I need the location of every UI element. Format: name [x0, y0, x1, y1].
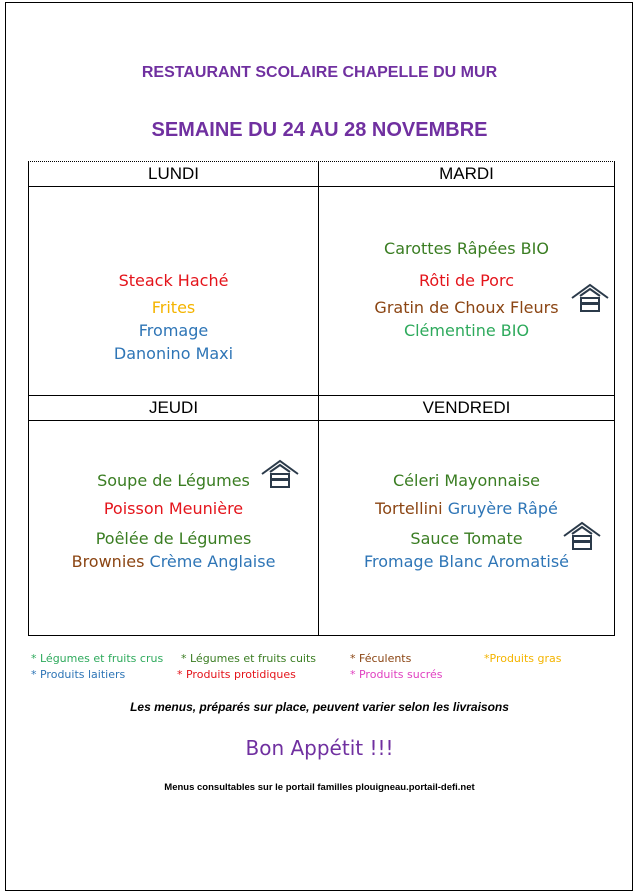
menu-item: Brownies [71, 552, 145, 571]
menu-box-jeudi [28, 420, 319, 636]
footer-link-text: Menus consultables sur le portail familles plouigneau.portail-defi.net [164, 782, 475, 793]
menu-item: Danonino Maxi [113, 344, 234, 363]
menu-item: Rôti de Porc [419, 271, 514, 290]
day-header-mardi: MARDI [318, 161, 615, 187]
menu-item: Crème Anglaise [149, 552, 276, 571]
bon-appetit: Bon Appétit !!! [245, 736, 394, 760]
menu-item: Fromage Blanc Aromatisé [363, 552, 570, 571]
menu-box-lundi [28, 186, 319, 396]
week-title: SEMAINE DU 24 AU 28 NOVEMBRE [151, 119, 488, 141]
menu-item: Poisson Meunière [103, 499, 244, 518]
house-icon [563, 520, 601, 552]
menu-item: Clémentine BIO [403, 321, 530, 340]
house-icon [261, 458, 299, 490]
menu-item: Gratin de Choux Fleurs [374, 298, 559, 317]
day-header-lundi: LUNDI [28, 161, 319, 187]
day-header-jeudi: JEUDI [28, 395, 319, 421]
menu-item: Fromage [138, 321, 209, 340]
day-header-vendredi: VENDREDI [318, 395, 615, 421]
menu-item: Gruyère Râpé [447, 499, 558, 518]
legend-cooked: * Légumes et fruits cuits [181, 652, 317, 665]
legend-sweet: * Produits sucrés [350, 668, 443, 681]
delivery-note: Les menus, préparés sur place, peuvent varier selon les livraisons [130, 700, 509, 714]
menu-item: Steack Haché [118, 271, 229, 290]
menu-item: Sauce Tomate [410, 529, 523, 548]
menu-item-combo [319, 499, 614, 518]
menu-item: Poêlée de Légumes [95, 529, 252, 548]
legend-raw: * Légumes et fruits crus [31, 652, 164, 665]
menu-item: Céleri Mayonnaise [393, 471, 540, 490]
menu-item: Tortellini [375, 499, 443, 518]
legend-protein: * Produits protidiques [177, 668, 296, 681]
restaurant-title: RESTAURANT SCOLAIRE CHAPELLE DU MUR [141, 64, 498, 81]
legend-fat: *Produits gras [484, 652, 562, 665]
house-icon [571, 282, 609, 314]
menu-item: Frites [151, 298, 196, 317]
menu-item-combo [29, 552, 318, 571]
menu-item: Soupe de Légumes [97, 471, 250, 490]
legend-starch: * Féculents [350, 652, 412, 665]
legend-dairy: * Produits laitiers [31, 668, 126, 681]
menu-item: Carottes Râpées BIO [384, 239, 549, 258]
